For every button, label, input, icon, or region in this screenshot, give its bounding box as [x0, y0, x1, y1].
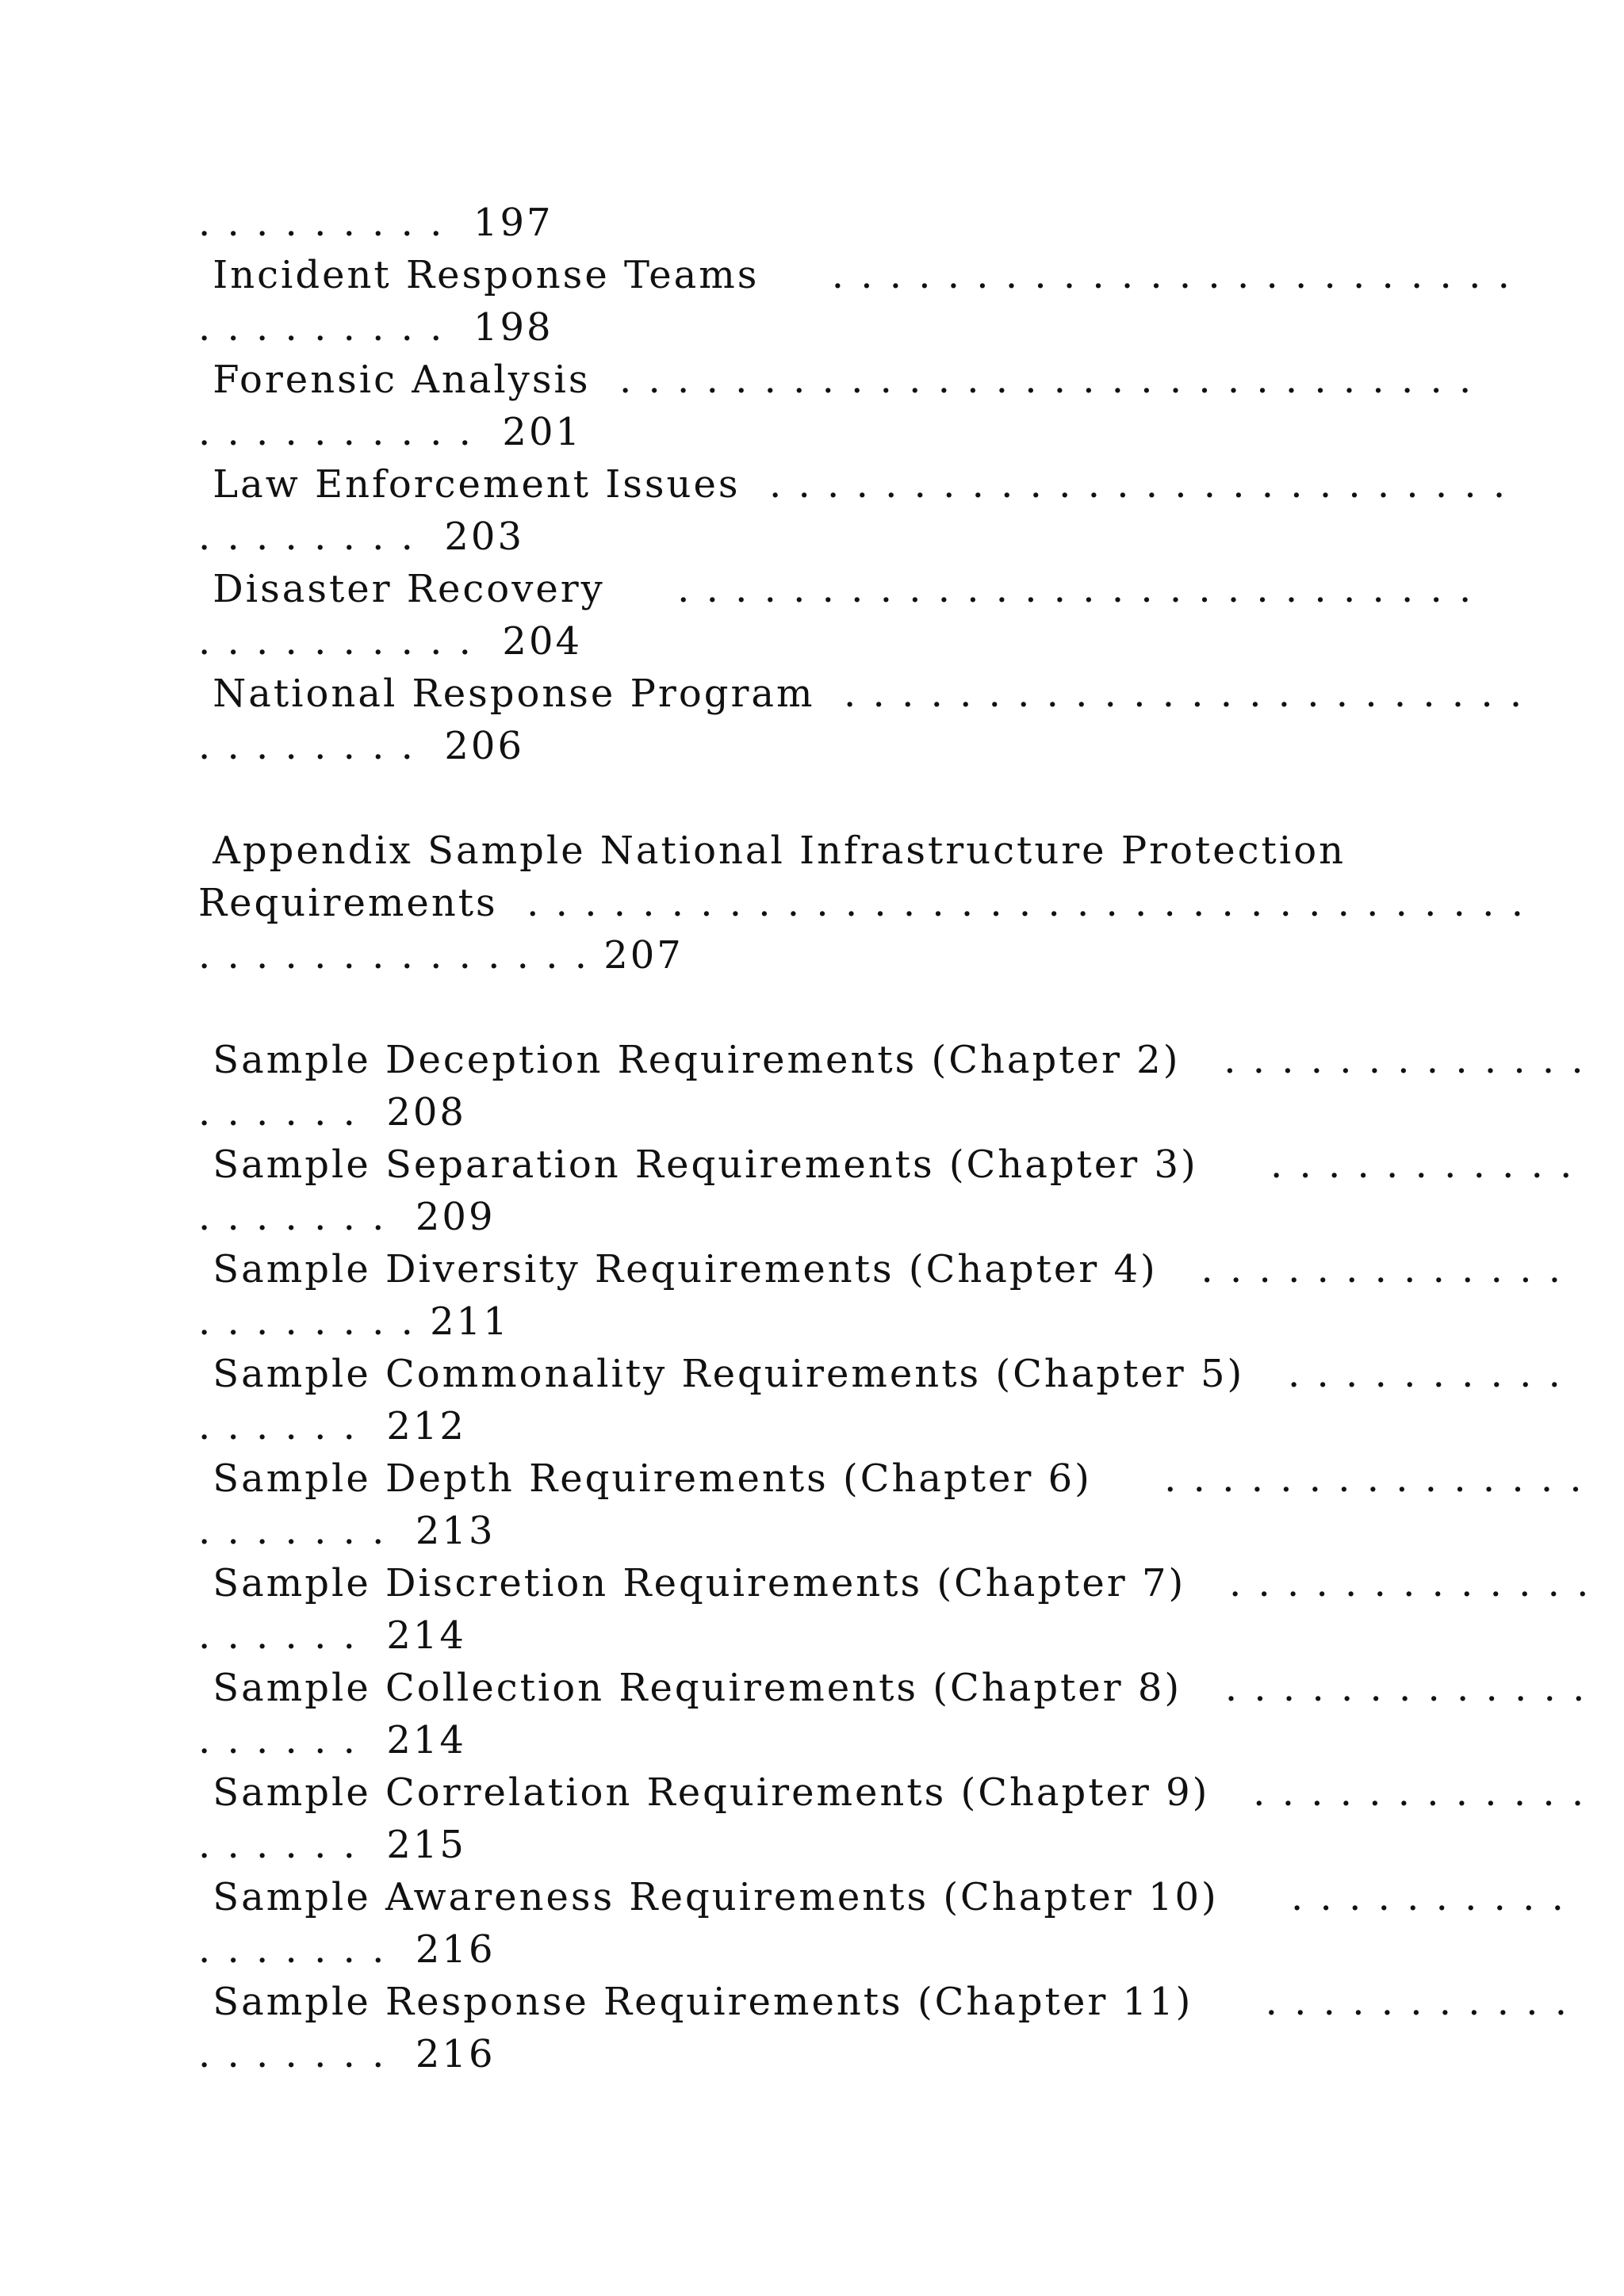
toc-entry-disaster-recovery: Disaster Recovery . . . . . . . . . . . . . . . . . . . . . . . . . . . . [198, 567, 1474, 611]
toc-entry-diversity: Sample Diversity Requirements (Chapter 4) . . . . . . . . . . . . . [198, 1247, 1563, 1292]
toc-leader-line: . . . . . . . 209 [198, 1195, 496, 1239]
toc-leader-line: . . . . . . 208 [198, 1090, 466, 1135]
toc-leader-line: . . . . . . . . . . . . . . 207 [198, 933, 684, 978]
toc-entry-incident-response-teams: Incident Response Teams . . . . . . . . . . . . . . . . . . . . . . . . [198, 253, 1512, 297]
toc-leader-line: . . . . . . . 213 [198, 1509, 496, 1553]
toc-entry-depth: Sample Depth Requirements (Chapter 6) . . . . . . . . . . . . . . . [198, 1456, 1584, 1501]
toc-leader-line: . . . . . . . 216 [198, 1927, 496, 1972]
toc-leader-line: . . . . . . . . . 198 [198, 305, 553, 350]
toc-entry-deception: Sample Deception Requirements (Chapter 2) . . . . . . . . . . . . . [198, 1038, 1586, 1082]
toc-entry-separation: Sample Separation Requirements (Chapter 3) . . . . . . . . . . . [198, 1142, 1575, 1187]
toc-leader-line: . . . . . . 215 [198, 1823, 466, 1867]
toc-entry-correlation: Sample Correlation Requirements (Chapter 9) . . . . . . . . . . . . [198, 1770, 1587, 1815]
table-of-contents [198, 197, 1591, 2080]
toc-entry-discretion: Sample Discretion Requirements (Chapter 7) . . . . . . . . . . . . . [198, 1561, 1591, 1605]
toc-leader-line: . . . . . . . 216 [198, 2032, 496, 2076]
toc-leader-line: . . . . . . . . . . 204 [198, 619, 583, 664]
spacer [198, 982, 1467, 1034]
toc-leader-line: . . . . . . . . 203 [198, 515, 524, 559]
toc-entry-awareness: Sample Awareness Requirements (Chapter 10) . . . . . . . . . . [198, 1875, 1566, 1919]
toc-leader-line: . . . . . . . . 206 [198, 724, 524, 768]
toc-entry-collection: Sample Collection Requirements (Chapter 8) . . . . . . . . . . . . . [198, 1666, 1588, 1710]
toc-leader-line: . . . . . . 214 [198, 1718, 466, 1762]
toc-entry-response: Sample Response Requirements (Chapter 11) . . . . . . . . . . . [198, 1980, 1570, 2024]
toc-leader-line: . . . . . . . . . . 201 [198, 410, 583, 454]
toc-entry-appendix: Appendix Sample National Infrastructure Protection [198, 828, 1346, 873]
spacer [198, 772, 1467, 825]
toc-leader-line: . . . . . . 212 [198, 1404, 466, 1448]
toc-entry-forensic-analysis: Forensic Analysis . . . . . . . . . . . . . . . . . . . . . . . . . . . . . . [198, 358, 1474, 402]
toc-leader-line: . . . . . . 214 [198, 1613, 466, 1658]
toc-leader-line: . . . . . . . . 211 [198, 1299, 510, 1344]
toc-leader-line: . . . . . . . . . 197 [198, 201, 553, 245]
toc-entry-national-response-program: National Response Program . . . . . . . . . . . . . . . . . . . . . . . . [198, 672, 1525, 716]
toc-entry-commonality: Sample Commonality Requirements (Chapter 5) . . . . . . . . . . [198, 1352, 1563, 1396]
toc-entry-law-enforcement-issues: Law Enforcement Issues . . . . . . . . . . . . . . . . . . . . . . . . . . [198, 462, 1508, 507]
toc-entry-appendix-continued: Requirements . . . . . . . . . . . . . . . . . . . . . . . . . . . . . . . . . . . [198, 881, 1526, 925]
